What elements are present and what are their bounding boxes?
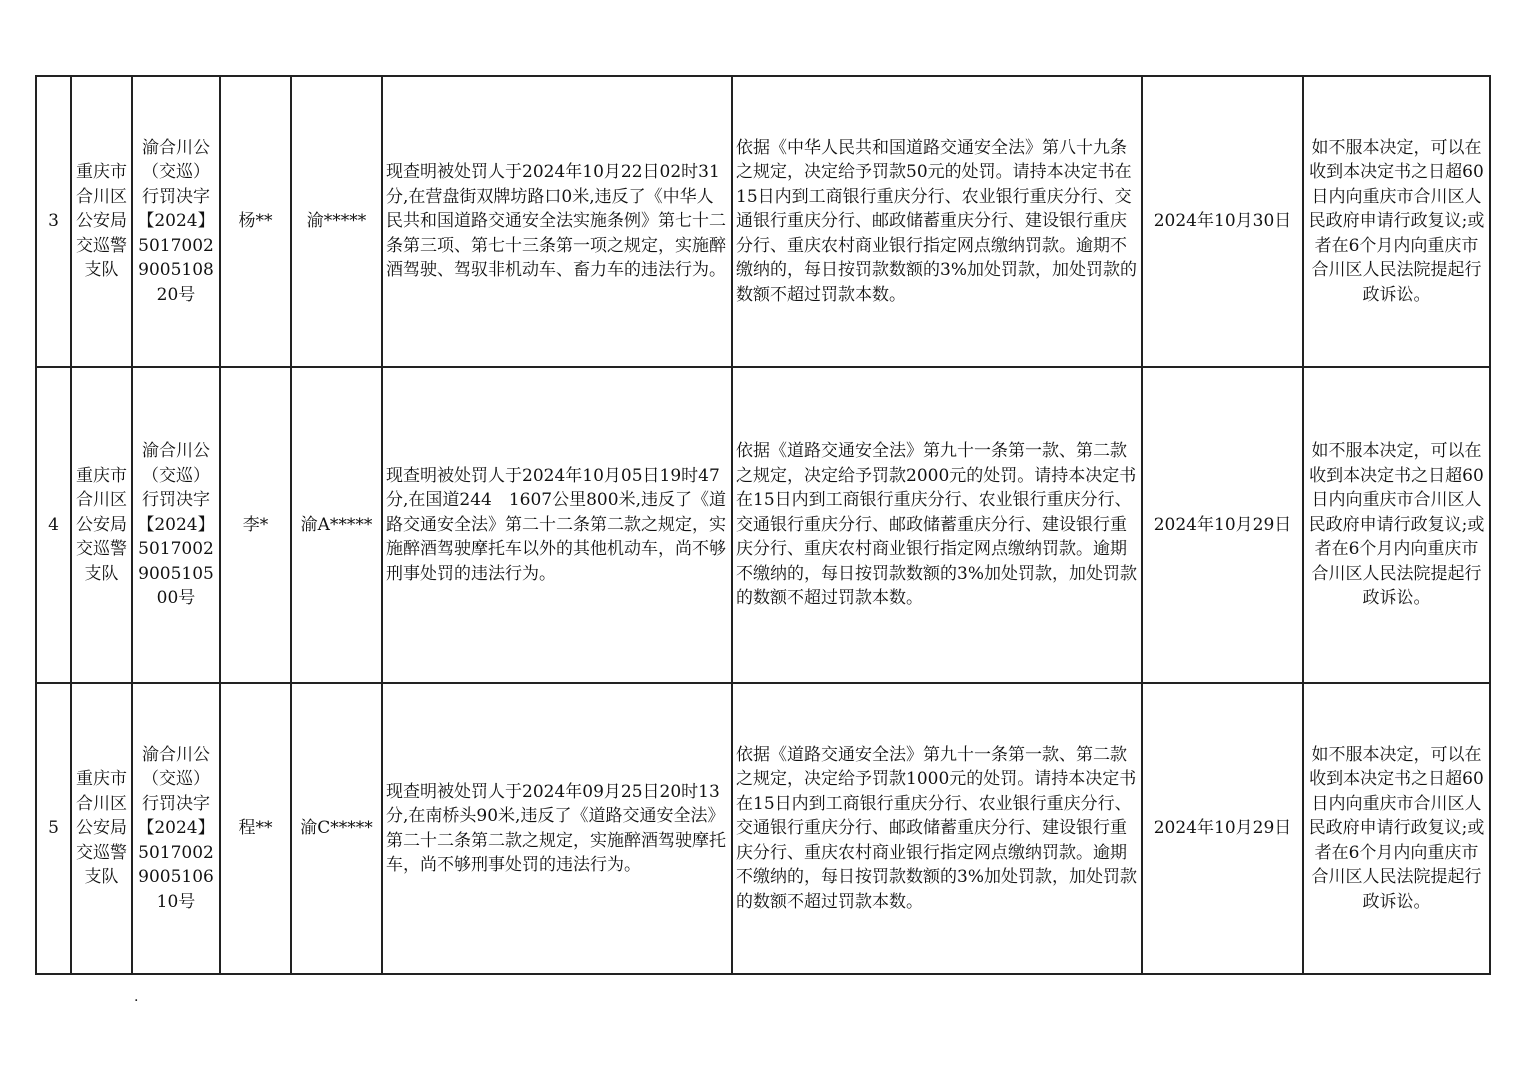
decision-number-cell: 渝合川公（交巡）行罚决字【2024】5017002900510820号	[132, 76, 220, 367]
penalty-cell: 依据《中华人民共和国道路交通安全法》第八十九条之规定，决定给予罚款50元的处罚。请持本决定书在15日内到工商银行重庆分行、农业银行重庆分行、交通银行重庆分行、邮政储蓄重庆分行、建设银行重庆分行、重庆农村商业银行指定网点缴纳罚款。逾期不缴纳的，每日按罚款数额的3%加处罚款，加处罚款的数额不超过罚款本数。	[732, 76, 1142, 367]
penalty-records-table	[35, 75, 1491, 975]
row-index: 5	[36, 683, 71, 974]
authority-cell: 重庆市合川区公安局交巡警支队	[71, 683, 132, 974]
facts-cell: 现查明被处罚人于2024年10月22日02时31分,在营盘街双牌坊路口0米,违反了《中华人民共和国道路交通安全法实施条例》第七十二条第三项、第七十三条第一项之规定，实施醉酒驾驶、驾驭非机动车、畜力车的违法行为。	[382, 76, 732, 367]
party-name-cell: 李*	[220, 367, 291, 683]
authority-cell: 重庆市合川区公安局交巡警支队	[71, 76, 132, 367]
footer-mark: .	[134, 989, 139, 1005]
authority-cell: 重庆市合川区公安局交巡警支队	[71, 367, 132, 683]
row-index: 4	[36, 367, 71, 683]
decision-number-cell: 渝合川公（交巡）行罚决字【2024】5017002900510610号	[132, 683, 220, 974]
plate-cell: 渝C*****	[291, 683, 382, 974]
penalty-cell: 依据《道路交通安全法》第九十一条第一款、第二款之规定，决定给予罚款1000元的处罚。请持本决定书在15日内到工商银行重庆分行、农业银行重庆分行、交通银行重庆分行、邮政储蓄重庆分行、建设银行重庆分行、重庆农村商业银行指定网点缴纳罚款。逾期不缴纳的，每日按罚款数额的3%加处罚款，加处罚款的数额不超过罚款本数。	[732, 683, 1142, 974]
decision-date-cell: 2024年10月30日	[1142, 76, 1303, 367]
decision-number-cell: 渝合川公（交巡）行罚决字【2024】5017002900510500号	[132, 367, 220, 683]
plate-cell: 渝*****	[291, 76, 382, 367]
row-index: 3	[36, 76, 71, 367]
facts-cell: 现查明被处罚人于2024年10月05日19时47分,在国道244 1607公里800米,违反了《道路交通安全法》第二十二条第二款之规定，实施醉酒驾驶摩托车以外的其他机动车，尚不够刑事处罚的违法行为。	[382, 367, 732, 683]
remedy-cell: 如不服本决定，可以在收到本决定书之日超60日内向重庆市合川区人民政府申请行政复议;或者在6个月内向重庆市合川区人民法院提起行政诉讼。	[1303, 683, 1490, 974]
table-row	[36, 76, 1490, 367]
plate-cell: 渝A*****	[291, 367, 382, 683]
remedy-cell: 如不服本决定，可以在收到本决定书之日超60日内向重庆市合川区人民政府申请行政复议;或者在6个月内向重庆市合川区人民法院提起行政诉讼。	[1303, 367, 1490, 683]
facts-cell: 现查明被处罚人于2024年09月25日20时13分,在南桥头90米,违反了《道路交通安全法》第二十二条第二款之规定，实施醉酒驾驶摩托车，尚不够刑事处罚的违法行为。	[382, 683, 732, 974]
penalty-cell: 依据《道路交通安全法》第九十一条第一款、第二款之规定，决定给予罚款2000元的处罚。请持本决定书在15日内到工商银行重庆分行、农业银行重庆分行、交通银行重庆分行、邮政储蓄重庆分行、建设银行重庆分行、重庆农村商业银行指定网点缴纳罚款。逾期不缴纳的，每日按罚款数额的3%加处罚款，加处罚款的数额不超过罚款本数。	[732, 367, 1142, 683]
table-row	[36, 683, 1490, 974]
remedy-cell: 如不服本决定，可以在收到本决定书之日超60日内向重庆市合川区人民政府申请行政复议;或者在6个月内向重庆市合川区人民法院提起行政诉讼。	[1303, 76, 1490, 367]
party-name-cell: 杨**	[220, 76, 291, 367]
decision-date-cell: 2024年10月29日	[1142, 683, 1303, 974]
table-row	[36, 367, 1490, 683]
decision-date-cell: 2024年10月29日	[1142, 367, 1303, 683]
party-name-cell: 程**	[220, 683, 291, 974]
